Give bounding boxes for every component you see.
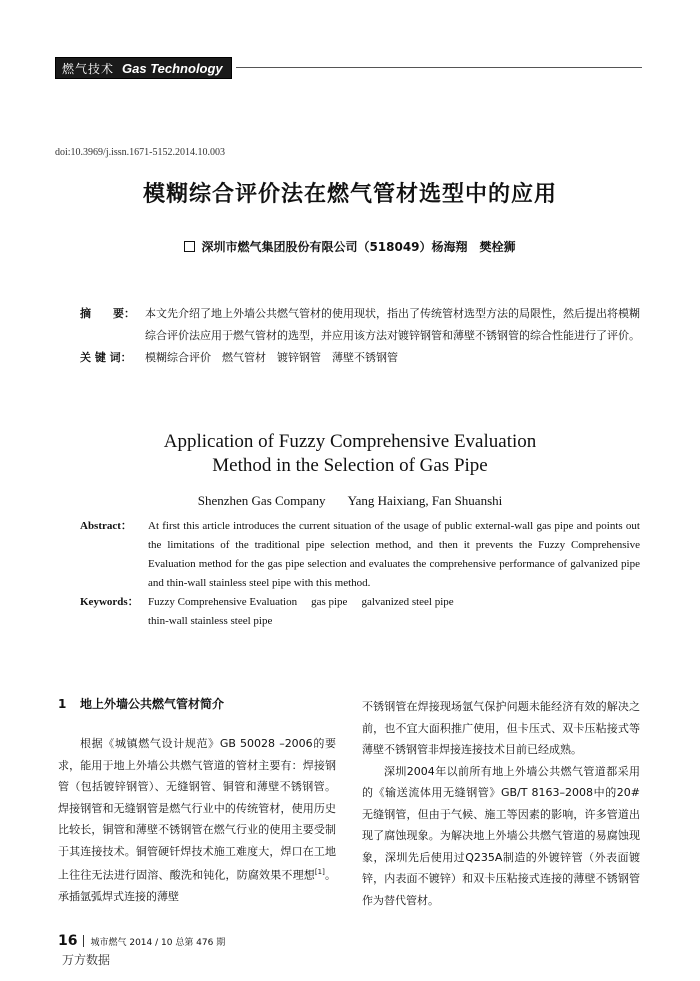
authors-en: [0, 493, 700, 509]
abstract-en-row: [80, 517, 640, 593]
body-paragraph: [58, 733, 336, 908]
keywords-zh-row: [80, 347, 640, 369]
keyword-en-item: thin-wall stainless steel pipe: [148, 615, 273, 627]
body-paragraph: 不锈钢管在焊接现场氩气保护问题未能经济有效的解决之前，也不宜大面积推广使用，但卡压式、双卡压粘接式等薄壁不锈钢管非焊接连接技术目前已经成熟。: [362, 700, 640, 756]
watermark-text: 万方数据: [62, 953, 111, 967]
page-footer: [58, 933, 225, 949]
section-header-badge: [55, 57, 232, 79]
section-header-zh: 燃气技术: [62, 61, 115, 76]
section-number: 1: [58, 697, 67, 711]
footer-separator: [83, 935, 84, 947]
body-paragraph-tail: 。承插氩弧焊式连接的薄壁: [58, 868, 337, 904]
square-bullet-icon: [184, 241, 195, 252]
abstract-en-label: Abstract：: [80, 520, 132, 532]
journal-info: 城市燃气 2014 / 10 总第 476 期: [90, 937, 226, 948]
keyword-en-item: gas pipe: [311, 596, 348, 608]
keyword-en-item: galvanized steel pipe: [361, 596, 454, 608]
keywords-zh-label: 关 键 词：: [80, 351, 132, 364]
paper-title-en-line1: Application of Fuzzy Comprehensive Evaluation: [163, 431, 537, 452]
keyword-en-item: Fuzzy Comprehensive Evaluation: [148, 596, 298, 608]
abstract-en-block: [80, 517, 640, 631]
abstract-zh-text: 本文先介绍了地上外墙公共燃气管材的使用现状，指出了传统管材选型方法的局限性，然后提出将模糊综合评价法应用于燃气管材的选型，并应用该方法对镀锌钢管和薄壁不锈钢管的综合性能进行了评价。: [145, 307, 640, 342]
keywords-en-label: Keywords：: [80, 596, 139, 608]
authors-zh: [0, 238, 700, 255]
keywords-zh-text: 模糊综合评价 燃气管材 镀锌钢管 薄壁不锈钢管: [145, 351, 398, 364]
abstract-en-text: At first this article introduces the current situation of the usage of public external-wall gas pipe and points out the limitations of the traditional pipe selection method, and then it prevents the Fuzzy Comprehensive Evaluation method for the gas pipe selection and evaluates the comprehensive performance of galvanized pipe and thin-wall stainless steel pipe with this method.: [148, 520, 640, 589]
section-header-en: Gas Technology: [122, 60, 223, 76]
citation-ref: [1]: [314, 868, 325, 876]
header-rule-divider: [236, 67, 642, 68]
body-paragraph-text: 根据《城镇燃气设计规范》GB 50028 –2006的要求，能用于地上外墙公共燃气管道的管材主要有：焊接钢管（包括镀锌钢管）、无缝钢管、铜管和薄壁不锈钢管。焊接钢管和无缝钢管是燃气行业中的传统管材，使用历史比较长，铜管和薄壁不锈钢管在燃气行业的使用主要受制于其连接技术。铜管硬钎焊技术施工难度大，焊口在工地上往往无法进行固溶、酸洗和钝化，防腐效果不理想: [58, 737, 336, 882]
keywords-en-row: [80, 593, 640, 631]
abstract-zh-row: [80, 303, 640, 347]
authors-en-names: Yang Haixiang, Fan Shuanshi: [347, 493, 503, 508]
doi-line: doi:10.3969/j.issn.1671-5152.2014.10.003: [55, 147, 226, 158]
section-heading: [58, 696, 336, 712]
body-column-right: [362, 696, 640, 911]
abstract-zh-block: [80, 303, 640, 369]
paper-title-zh: 模糊综合评价法在燃气管材选型中的应用: [142, 182, 557, 207]
paper-title-en: [0, 430, 700, 478]
authors-zh-text: 深圳市燃气集团股份有限公司（518049）杨海翔 樊栓狮: [201, 240, 516, 254]
body-paragraph: 深圳2004年以前所有地上外墙公共燃气管道都采用的《输送流体用无缝钢管》GB/T 8163–2008中的20#无缝钢管，但由于气候、施工等因素的影响，许多管道出现了腐蚀现象。为解决地上外墙公共燃气管道的易腐蚀现象，深圳先后使用过Q235A制造的外镀锌管（外表面镀锌，内表面不镀锌）和双卡压粘接式连接的薄壁不锈钢管作为替代管材。: [362, 764, 640, 907]
section-title: 地上外墙公共燃气管材简介: [80, 697, 225, 711]
body-column-left: [58, 696, 336, 908]
keywords-en-list: [148, 593, 640, 631]
paper-title-en-line2: Method in the Selection of Gas Pipe: [212, 455, 488, 476]
abstract-zh-label: 摘 要：: [80, 307, 135, 320]
page-number: 16: [58, 933, 78, 949]
authors-en-company: Shenzhen Gas Company: [197, 493, 326, 508]
